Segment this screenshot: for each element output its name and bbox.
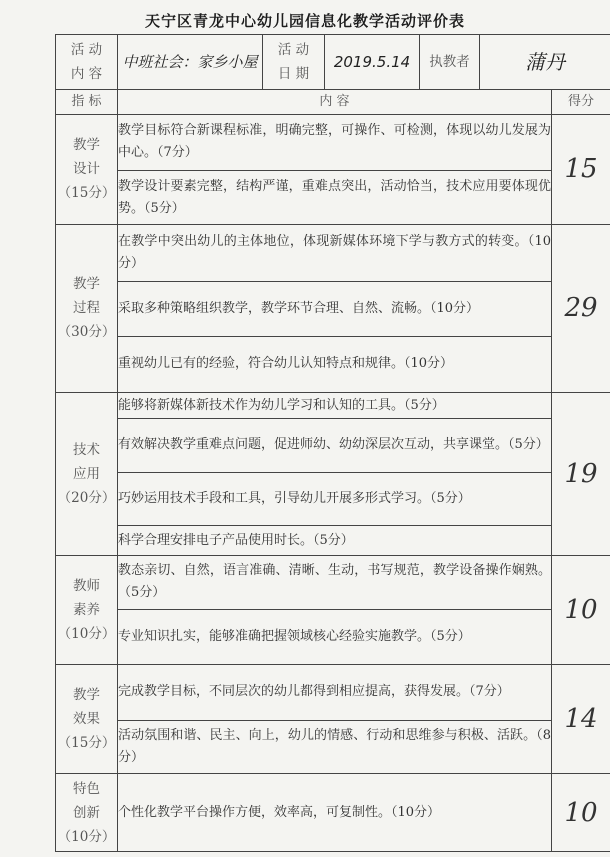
table-row	[56, 170, 610, 224]
table-row	[56, 664, 610, 720]
criteria-item: 教学目标符合新课程标准，明确完整，可操作、可检测，体现以幼儿发展为中心。（7分）	[118, 114, 552, 170]
indicator-header: 指 标	[56, 90, 118, 115]
section-score: 14	[552, 664, 610, 773]
section-label: 教师 素养 （10分）	[56, 556, 118, 664]
criteria-item: 科学合理安排电子产品使用时长。（5分）	[118, 525, 552, 556]
criteria-item: 完成教学目标，不同层次的幼儿都得到相应提高，获得发展。（7分）	[118, 664, 552, 720]
section-label: 教学 效果 （15分）	[56, 664, 118, 773]
section-score: 29	[552, 225, 610, 393]
criteria-item: 重视幼儿已有的经验，符合幼儿认知特点和规律。（10分）	[118, 336, 552, 392]
section-label: 教学 过程 （30分）	[56, 225, 118, 393]
table-row	[56, 525, 610, 556]
table-row	[56, 336, 610, 392]
table-row	[56, 392, 610, 419]
table-row	[56, 556, 610, 609]
section-label: 技术 应用 （20分）	[56, 392, 118, 556]
table-row	[56, 114, 610, 170]
criteria-item: 能够将新媒体新技术作为幼儿学习和认知的工具。（5分）	[118, 392, 552, 419]
table-row	[56, 472, 610, 525]
teacher-label: 执教者	[420, 35, 480, 90]
criteria-item: 教学设计要素完整，结构严谨，重难点突出，活动恰当，技术应用要体现优势。（5分）	[118, 170, 552, 224]
table-row	[56, 774, 610, 852]
criteria-item: 教态亲切、自然，语言准确、清晰、生动，书写规范，教学设备操作娴熟。（5分）	[118, 556, 552, 609]
criteria-item: 活动氛围和谐、民主、向上，幼儿的情感、行动和思维参与积极、活跃。（8分）	[118, 720, 552, 773]
section-score: 19	[552, 392, 610, 556]
table-row	[56, 282, 610, 336]
form-title: 天宁区青龙中心幼儿园信息化教学活动评价表	[144, 12, 465, 30]
criteria-item: 个性化教学平台操作方便，效率高，可复制性。（10分）	[118, 774, 552, 852]
criteria-item: 在教学中突出幼儿的主体地位，体现新媒体环境下学与教方式的转变。（10分）	[118, 225, 552, 282]
criteria-item: 采取多种策略组织教学，教学环节合理、自然、流畅。（10分）	[118, 282, 552, 336]
info-row	[56, 35, 610, 90]
table-row	[56, 419, 610, 472]
section-score: 15	[552, 114, 610, 224]
table-row	[56, 720, 610, 773]
section-label: 教学 设计 （15分）	[56, 114, 118, 224]
activity-date-label: 活 动 日 期	[263, 35, 325, 90]
activity-date-value: 2019.5.14	[325, 35, 420, 90]
table-row	[56, 225, 610, 282]
header-row	[56, 90, 610, 115]
section-score: 10	[552, 556, 610, 664]
teacher-signature: 蒲丹	[480, 35, 610, 90]
criteria-item: 专业知识扎实，能够准确把握领域核心经验实施教学。（5分）	[118, 609, 552, 664]
criteria-item: 有效解决教学重难点问题，促进师幼、幼幼深层次互动，共享课堂。（5分）	[118, 419, 552, 472]
section-score: 10	[552, 774, 610, 852]
content-header: 内 容	[118, 90, 552, 115]
activity-content-value: 中班社会：家乡小屋	[118, 35, 263, 90]
criteria-item: 巧妙运用技术手段和工具，引导幼儿开展多形式学习。（5分）	[118, 472, 552, 525]
section-label: 特色 创新 （10分）	[56, 774, 118, 852]
activity-content-label: 活 动 内 容	[56, 35, 118, 90]
score-header: 得分	[552, 90, 610, 115]
table-row	[56, 609, 610, 664]
evaluation-table	[55, 34, 610, 852]
